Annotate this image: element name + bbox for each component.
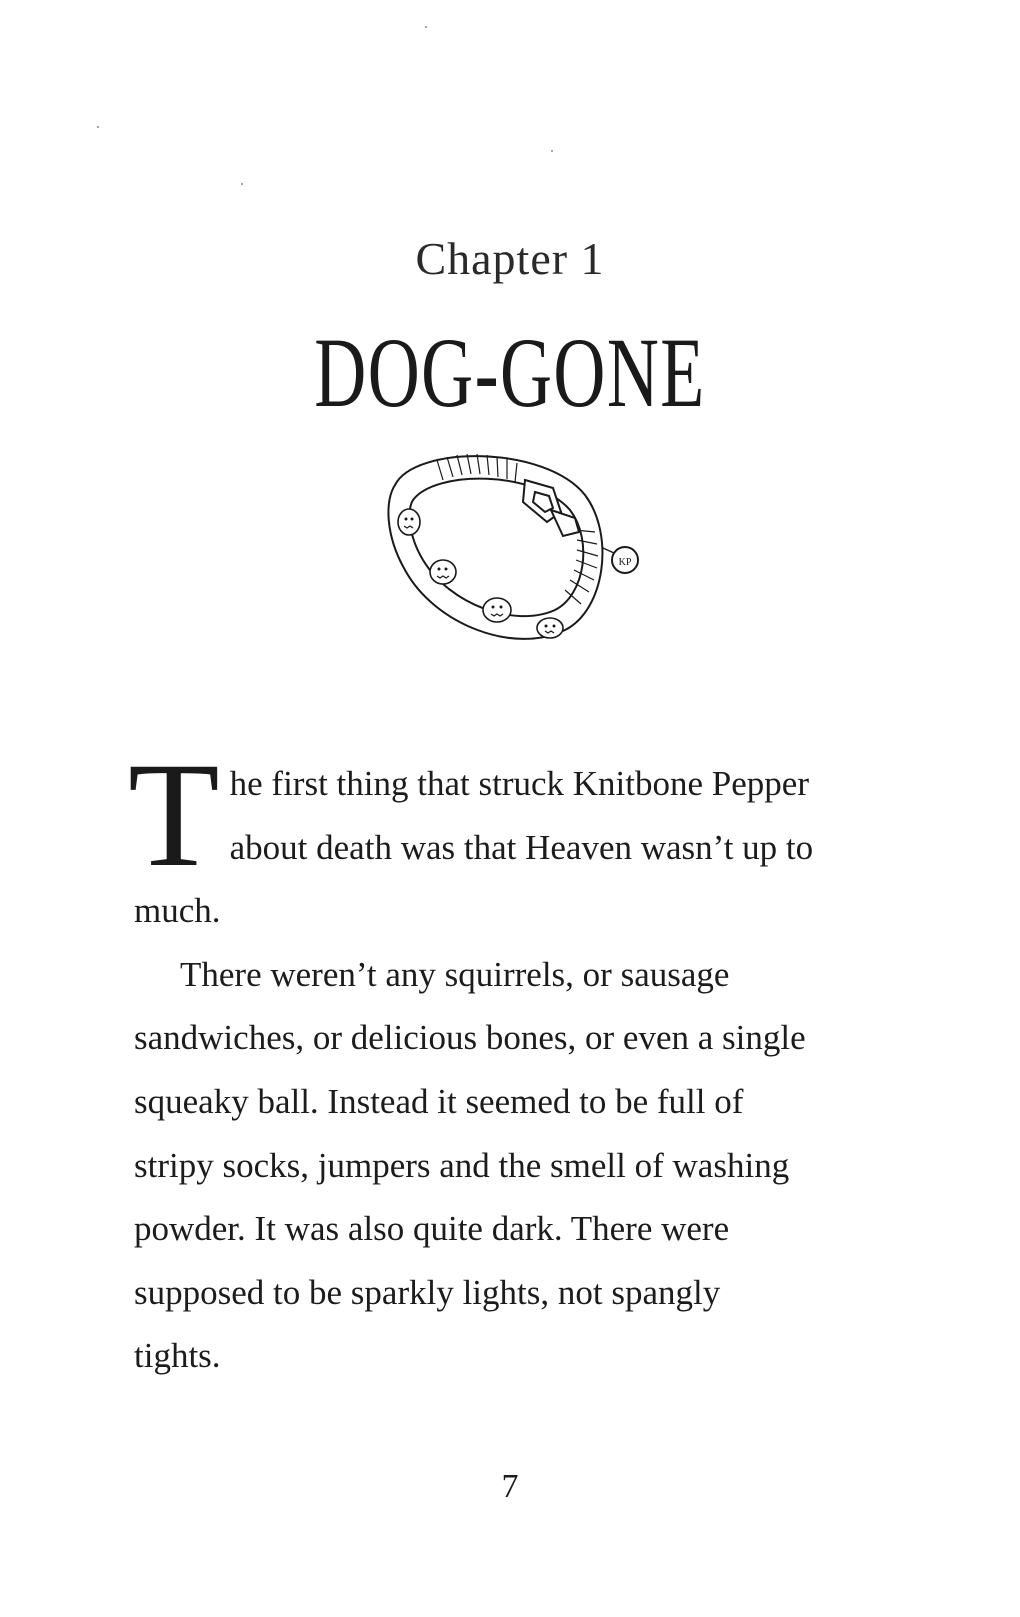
- collar-tag-text: KP: [618, 557, 632, 568]
- collar-illustration: [375, 440, 655, 665]
- scan-speck: [425, 26, 427, 28]
- page-number: 7: [501, 1468, 519, 1505]
- scan-speck: [241, 183, 243, 185]
- paragraph-1: [128, 732, 814, 943]
- paragraph-2: There weren’t any squirrels, or sausage sandwiches, or delicious bones, or even a single squeaky ball. Instead it seemed to be full of stripy socks, jumpers and the smell of washing powder. It was also quite dark. There were supposed to be sparkly lights, not spangly tights.: [134, 954, 806, 1376]
- paragraph-1-text: he first thing that struck Knitbone Pepper about death was that Heaven wasn’t up to much.: [134, 764, 814, 931]
- scan-speck: [97, 126, 99, 128]
- chapter-label: Chapter 1: [415, 233, 605, 284]
- scan-speck: [551, 150, 553, 152]
- drop-cap: T: [128, 732, 220, 898]
- chapter-title: DOG-GONE: [314, 317, 706, 428]
- chapter-body: [128, 732, 814, 1388]
